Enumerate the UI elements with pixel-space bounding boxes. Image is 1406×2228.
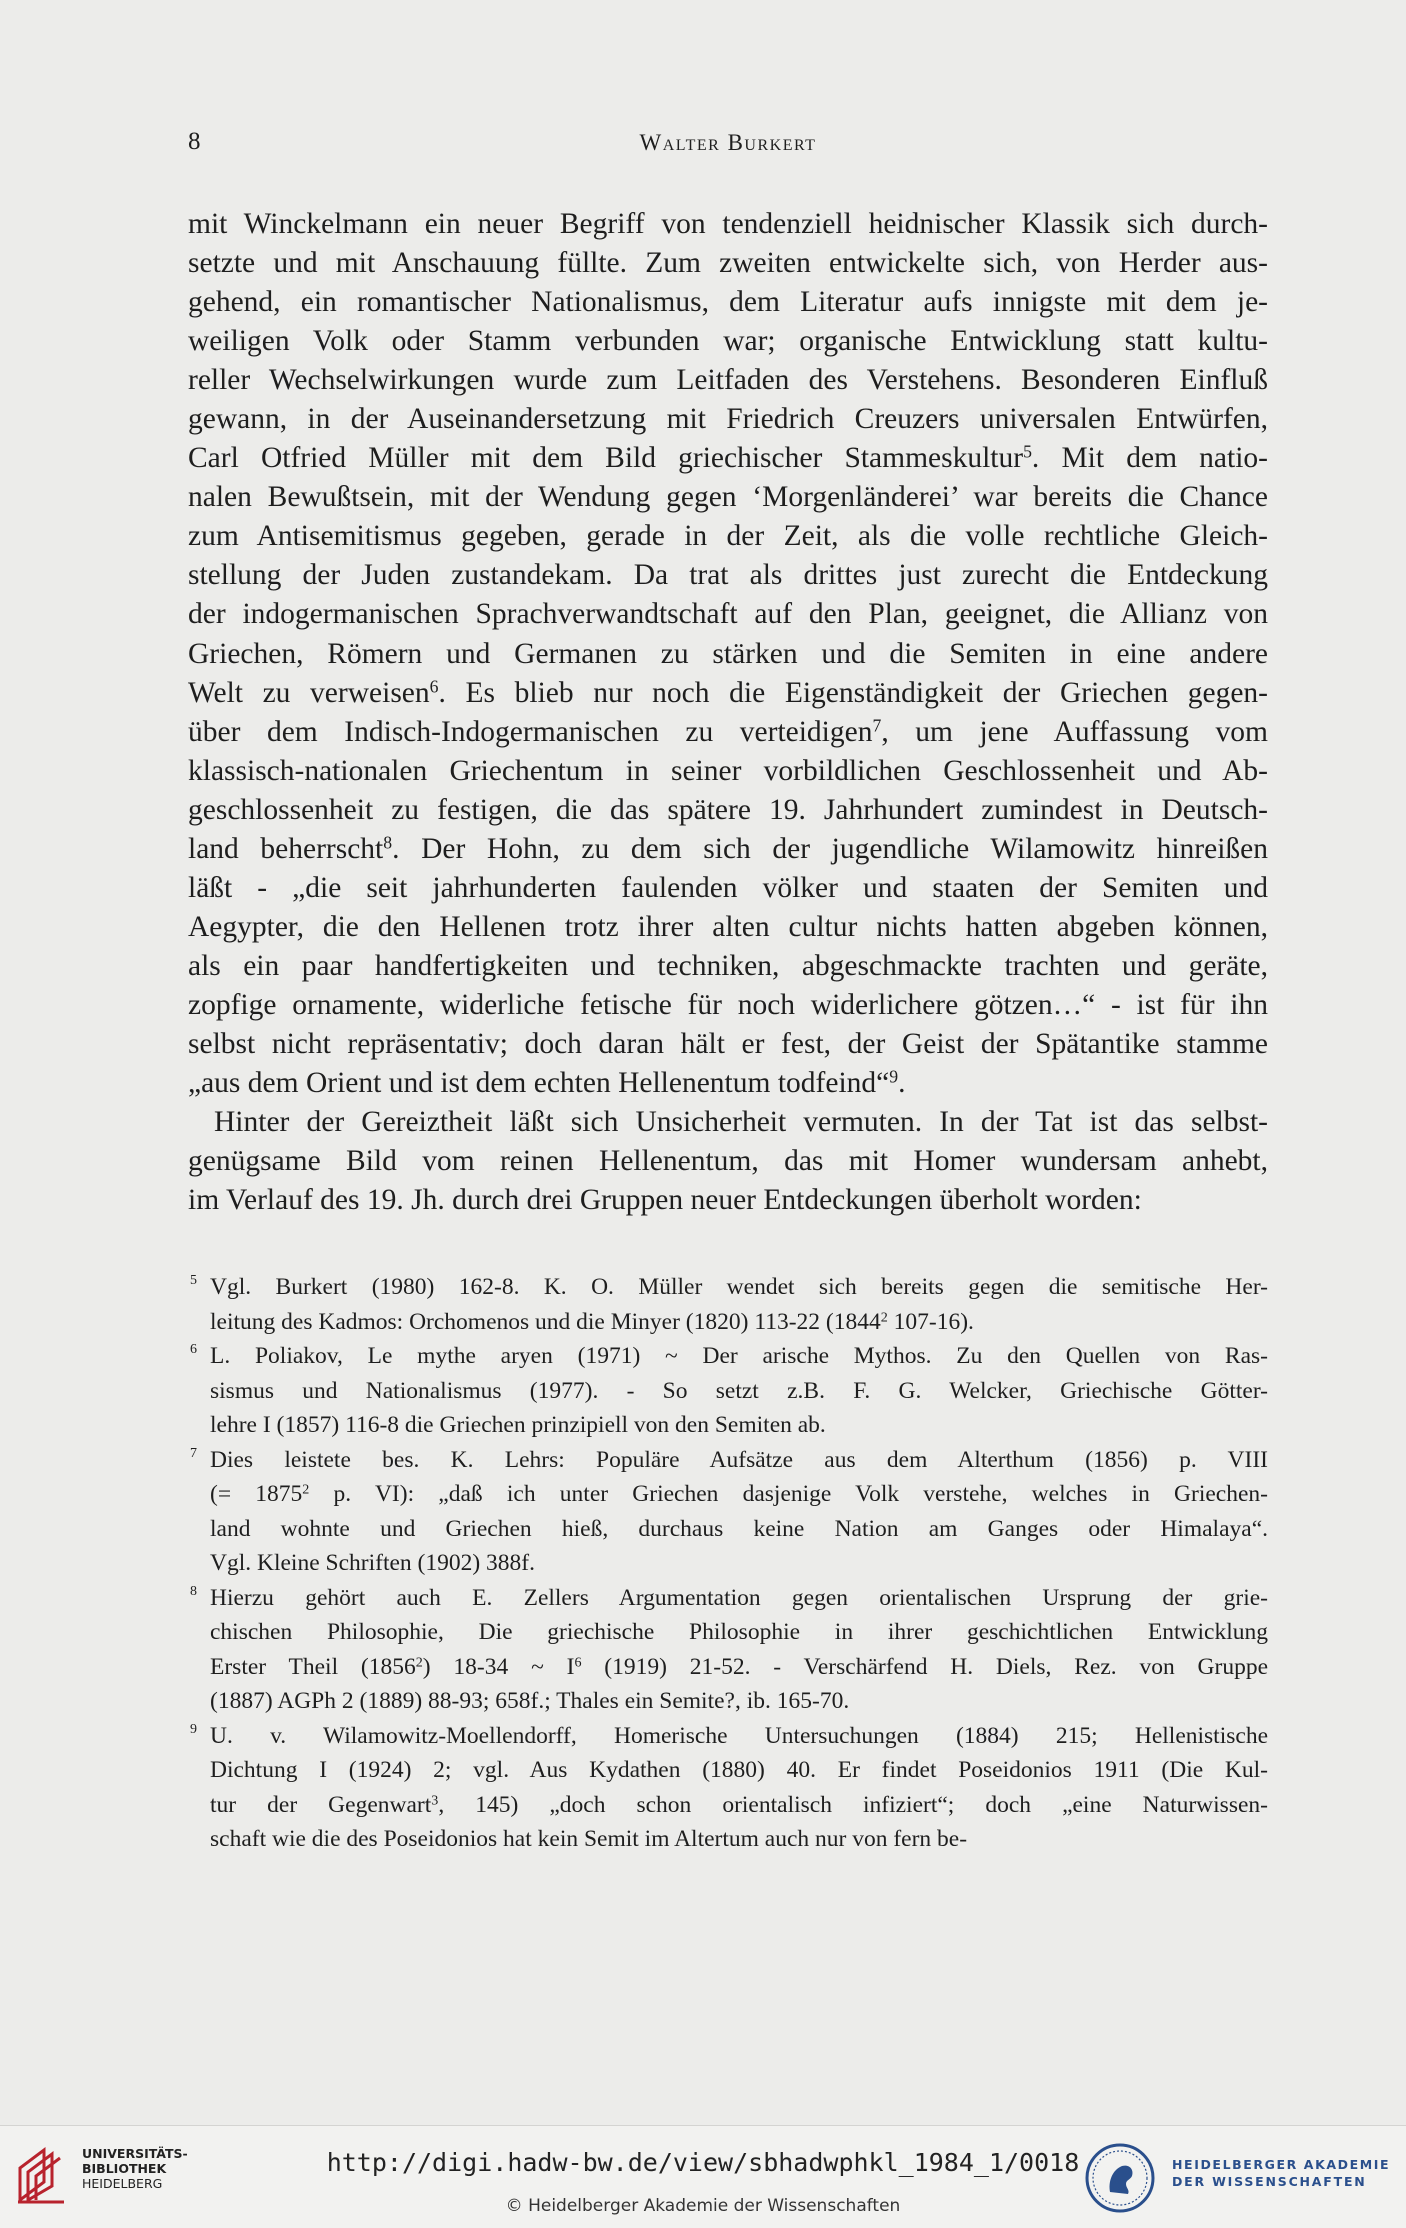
paragraph: [188, 205, 1268, 1103]
footnote-line: land wohnte und Griechen hieß, durchaus keine Nation am Ganges oder Himalaya“.: [210, 1515, 1268, 1542]
text-line: zum Antisemitismus gegeben, gerade in der Zeit, als die volle rechtliche Gleich-: [188, 520, 1268, 553]
text-line: selbst nicht repräsentativ; doch daran hält er fest, der Geist der Spätantike stamme: [188, 1027, 1268, 1060]
text-line: Welt zu verweisen$^6$. Es blieb nur noch die Eigenständigkeit der Griechen gegen-: [188, 675, 1268, 709]
footnote-reference: 2: [415, 1653, 423, 1670]
text-line: nalen Bewußtsein, mit der Wendung gegen ‘Morgenländerei’ war bereits die Chance: [188, 481, 1268, 514]
footnotes: [188, 1270, 1268, 1857]
footnote-line: Vgl. Burkert (1980) 162-8. K. O. Müller wendet sich bereits gegen die semitische Her-: [210, 1274, 1268, 1300]
footnote-reference: 3: [431, 1791, 439, 1808]
text-line: gewann, in der Auseinandersetzung mit Friedrich Creuzers universalen Entwürfen,: [188, 403, 1268, 436]
academy-seal-icon: [1082, 2140, 1162, 2216]
footnote: [188, 1270, 1268, 1339]
text-line: der indogermanischen Sprachverwandtschaft auf den Plan, geeignet, die Allianz von: [188, 598, 1268, 631]
footnote-line: Vgl. Kleine Schriften (1902) 388f.: [210, 1550, 536, 1576]
library-line-3: HEIDELBERG: [82, 2176, 163, 2191]
text-line: klassisch-nationalen Griechentum in seiner vorbildlichen Geschlossenheit und Ab-: [188, 754, 1268, 787]
footnote-reference: 8: [383, 832, 393, 853]
text-line: land beherrscht$^8$. Der Hohn, zu dem sich der jugendliche Wilamowitz hinreißen: [188, 832, 1268, 865]
footnote-marker: 5: [190, 1273, 197, 1288]
footnote-marker: 6: [190, 1342, 197, 1357]
page-number: 8: [188, 128, 201, 155]
academy-name: [1172, 2156, 1390, 2190]
academy-line-2: DER WISSENSCHAFTEN: [1172, 2174, 1367, 2189]
footnote-marker: 7: [190, 1445, 197, 1461]
permalink-url[interactable]: http://digi.hadw-bw.de/view/sbhadwphkl_1984_1/0018: [326, 2148, 1080, 2177]
footnote: [188, 1339, 1268, 1443]
footnote-marker: 9: [190, 1721, 197, 1737]
library-line-1: UNIVERSITÄTS-: [82, 2146, 188, 2161]
text-line: Griechen, Römern und Germanen zu stärken und die Semiten in eine andere: [188, 637, 1268, 670]
text-line: läßt - „die seit jahrhunderten faulenden völker und staaten der Semiten und: [188, 871, 1268, 904]
text-line: weiligen Volk oder Stamm verbunden war; organische Entwicklung statt kultu-: [188, 325, 1268, 358]
footnote-line: Dies leistete bes. K. Lehrs: Populäre Aufsätze aus dem Alterthum (1856) p. VIII: [210, 1446, 1268, 1473]
footnote-line: Hierzu gehört auch E. Zellers Argumentation gegen orientalischen Ursprung der grie-: [210, 1584, 1268, 1611]
footnote-line: Erster Theil (1856$^2$) 18-34 ~ $I^6$ (1919) 21-52. - Verschärfend H. Diels, Rez. von Gruppe: [210, 1653, 1268, 1680]
footnote-line: leitung des Kadmos: Orchomenos und die Minyer (1820) 113-22 (1844$^2$ 107-16).: [210, 1308, 974, 1335]
footnote: [188, 1443, 1268, 1581]
text-line: Aegypter, die den Hellenen trotz ihrer alten cultur nichts hatten abgeben können,: [188, 910, 1268, 943]
viewer-footer: [0, 2125, 1406, 2228]
body-text: [188, 205, 1268, 1220]
text-line: über dem Indisch-Indogermanischen zu verteidigen$^7$, um jene Auffassung vom: [188, 714, 1268, 748]
copyright-notice: © Heidelberger Akademie der Wissenschaften: [505, 2196, 901, 2216]
footnote-reference: 2: [302, 1481, 310, 1498]
academy-line-1: HEIDELBERGER AKADEMIE: [1172, 2157, 1391, 2172]
text-line: Hinter der Gereiztheit läßt sich Unsicherheit vermuten. In der Tat ist das selbst-: [214, 1106, 1268, 1139]
text-line: „aus dem Orient und ist dem echten Hellenentum todfeind“$^9$.: [188, 1066, 906, 1100]
footnote-line: (1887) AGPh 2 (1889) 88-93; 658f.; Thales ein Semite?, ib. 165-70.: [210, 1688, 850, 1714]
footnote-line: schaft wie die des Poseidonios hat kein Semit im Altertum auch nur von fern be-: [210, 1826, 968, 1852]
page-header: [188, 128, 1268, 164]
footnote-line: sismus und Nationalismus (1977). - So setzt z.B. F. G. Welcker, Griechische Götter-: [210, 1377, 1268, 1404]
footnote-marker: 8: [190, 1583, 197, 1599]
text-line: setzte und mit Anschauung füllte. Zum zweiten entwickelte sich, von Herder aus-: [188, 247, 1268, 280]
footnote-line: (= $1875^2$ p. VI): „daß ich unter Griechen dasjenige Volk verstehe, welches in Griechen-: [210, 1481, 1268, 1507]
footnote-line: L. Poliakov, Le mythe aryen (1971) ~ Der arische Mythos. Zu den Quellen von Ras-: [210, 1343, 1268, 1369]
text-line: mit Winckelmann ein neuer Begriff von tendenziell heidnischer Klassik sich durch-: [188, 208, 1268, 240]
footnote: [188, 1581, 1268, 1719]
footnote-reference: 5: [1023, 441, 1032, 462]
text-line: gehend, ein romantischer Nationalismus, dem Literatur aufs innigste mit dem je-: [188, 286, 1268, 319]
text-line: im Verlauf des 19. Jh. durch drei Gruppen neuer Entdeckungen überholt worden:: [188, 1184, 1142, 1217]
footnote-reference: 6: [574, 1653, 582, 1670]
text-line: stellung der Juden zustandekam. Da trat als drittes just zurecht die Entdeckung: [188, 559, 1268, 592]
text-line: geschlossenheit zu festigen, die das spätere 19. Jahrhundert zumindest in Deutsch-: [188, 793, 1268, 826]
footnote-reference: 6: [429, 675, 439, 696]
footnote-line: chischen Philosophie, Die griechische Philosophie in ihrer geschichtlichen Entwicklung: [210, 1619, 1268, 1645]
footnote-reference: 9: [889, 1066, 899, 1087]
footnote-line: tur der Gegenwart$^3$, 145) „doch schon orientalisch infiziert“; doch „eine Naturwissen-: [210, 1791, 1268, 1818]
footnote-line: lehre I (1857) 116-8 die Griechen prinzipiell von den Semiten ab.: [210, 1412, 826, 1438]
footnote-line: U. v. Wilamowitz-Moellendorff, Homerische Untersuchungen (1884) 215; Hellenistische: [210, 1722, 1268, 1749]
footnote-reference: 2: [880, 1308, 888, 1325]
text-line: Carl Otfried Müller mit dem Bild griechischer Stammeskultur$^5$. Mit dem natio-: [188, 441, 1268, 475]
footnote-line: Dichtung I (1924) 2; vgl. Aus Kydathen (1880) 40. Er findet Poseidonios 1911 (Die Kul-: [210, 1757, 1268, 1783]
paragraph: [188, 1103, 1268, 1220]
text-line: reller Wechselwirkungen wurde zum Leitfaden des Verstehens. Besonderen Einfluß: [188, 364, 1268, 397]
footnote-reference: 7: [872, 714, 882, 735]
text-line: genügsame Bild vom reinen Hellenentum, das mit Homer wundersam anhebt,: [188, 1145, 1268, 1178]
footnote: [188, 1719, 1268, 1857]
text-line: als ein paar handfertigkeiten und techniken, abgeschmackte trachten und geräte,: [188, 949, 1268, 982]
text-line: zopfige ornamente, widerliche fetische für noch widerlichere götzen…“ - ist für ihn: [188, 988, 1268, 1021]
library-line-2: BIBLIOTHEK: [82, 2161, 167, 2176]
running-head: Walter Burkert: [639, 130, 817, 155]
